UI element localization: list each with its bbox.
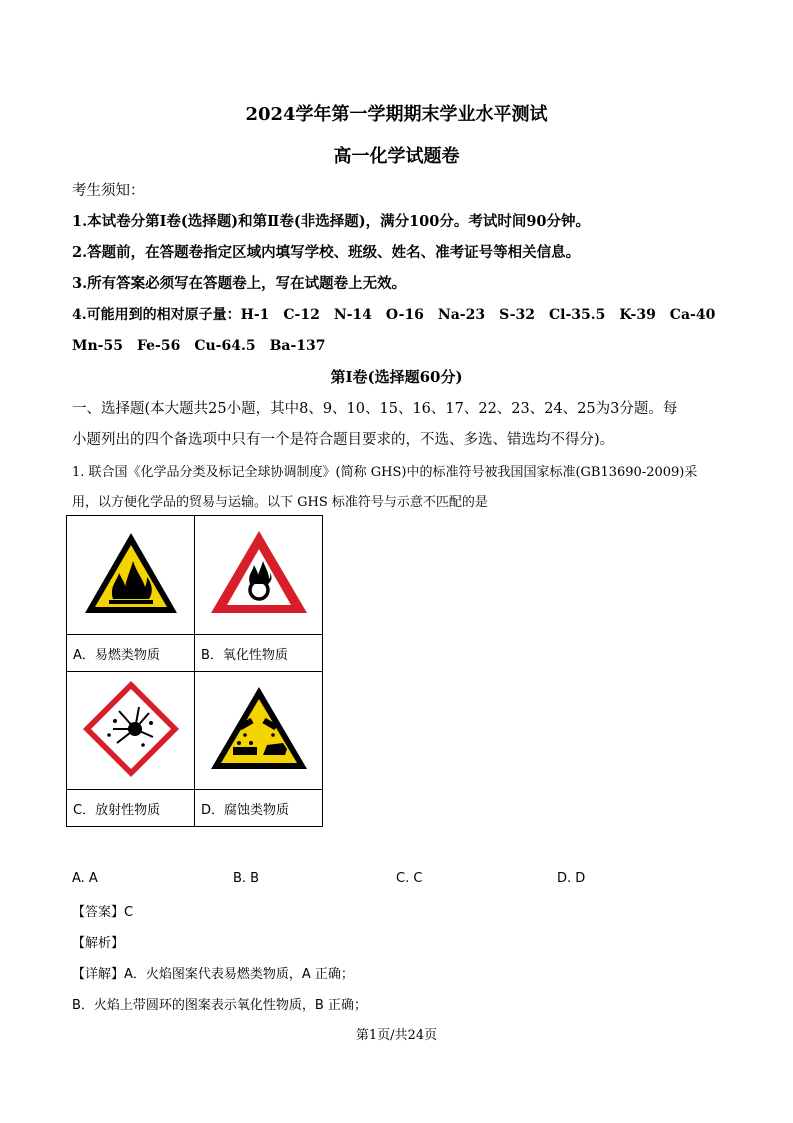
exam-subtitle: 高一化学试题卷 [333,146,460,167]
ghs-cell-d [195,672,323,790]
notice-item-5: Mn-55 Fe-56 Cu-64.5 Ba-137 [72,338,326,354]
notice-item-3: 3.所有答案必须写在答题卷上，写在试题卷上无效。 [72,275,407,292]
answer-tag: 【答案】C [72,905,134,920]
oxidizing-icon [207,527,311,619]
page-footer: 第1页/共24页 [355,1028,438,1043]
flammable-icon [81,529,181,617]
ghs-cell-b [195,516,323,635]
option-d[interactable]: D. D [557,871,586,886]
explosive-icon [79,677,183,781]
notice-item-2: 2.答题前，在答题卷指定区域内填写学校、班级、姓名、准考证号等相关信息。 [72,244,581,261]
section-instruction-1: 一、选择题(本大题共25小题，其中8、9、10、15、16、17、22、23、24、25为3分题。每 [72,401,678,417]
option-c[interactable]: C. C [396,871,423,886]
section-title: 第Ⅰ卷(选择题60分) [330,368,463,386]
detail-line-2: B．火焰上带圆环的图案表示氧化性物质，B 正确； [72,998,367,1013]
ghs-cell-c [67,672,195,790]
question-stem-1: 1. 联合国《化学品分类及标记全球协调制度》(简称 GHS)中的标准符号被我国国家标准(GB13690-2009)采 [72,465,698,480]
option-a[interactable]: A. A [72,871,98,886]
notice-item-1: 1.本试卷分第Ⅰ卷(选择题)和第Ⅱ卷(非选择题)，满分100分。考试时间90分钟。 [72,213,591,230]
notice-item-4: 4.可能用到的相对原子量：H-1 C-12 N-14 O-16 Na-23 S-32 Cl-35.5 K-39 Ca-40 [72,307,716,323]
ghs-label-a: A．易燃类物质 [67,635,195,672]
ghs-symbol-table [66,515,323,827]
exam-title: 2024学年第一学期期末学业水平测试 [245,104,548,125]
option-b[interactable]: B. B [233,871,260,886]
corrosive-icon [207,683,311,775]
ghs-label-c: C．放射性物质 [67,790,195,827]
detail-line-1: 【详解】A．火焰图案代表易燃类物质，A 正确； [72,967,354,982]
ghs-label-b: B．氧化性物质 [195,635,323,672]
notice-heading: 考生须知： [72,183,145,199]
question-stem-2: 用，以方便化学品的贸易与运输。以下 GHS 标准符号与示意不匹配的是 [72,495,488,510]
ghs-cell-a [67,516,195,635]
section-instruction-2: 小题列出的四个备选项中只有一个是符合题目要求的，不选、多选、错选均不得分)。 [72,432,615,448]
ghs-label-d: D．腐蚀类物质 [195,790,323,827]
analysis-tag: 【解析】 [72,936,125,951]
